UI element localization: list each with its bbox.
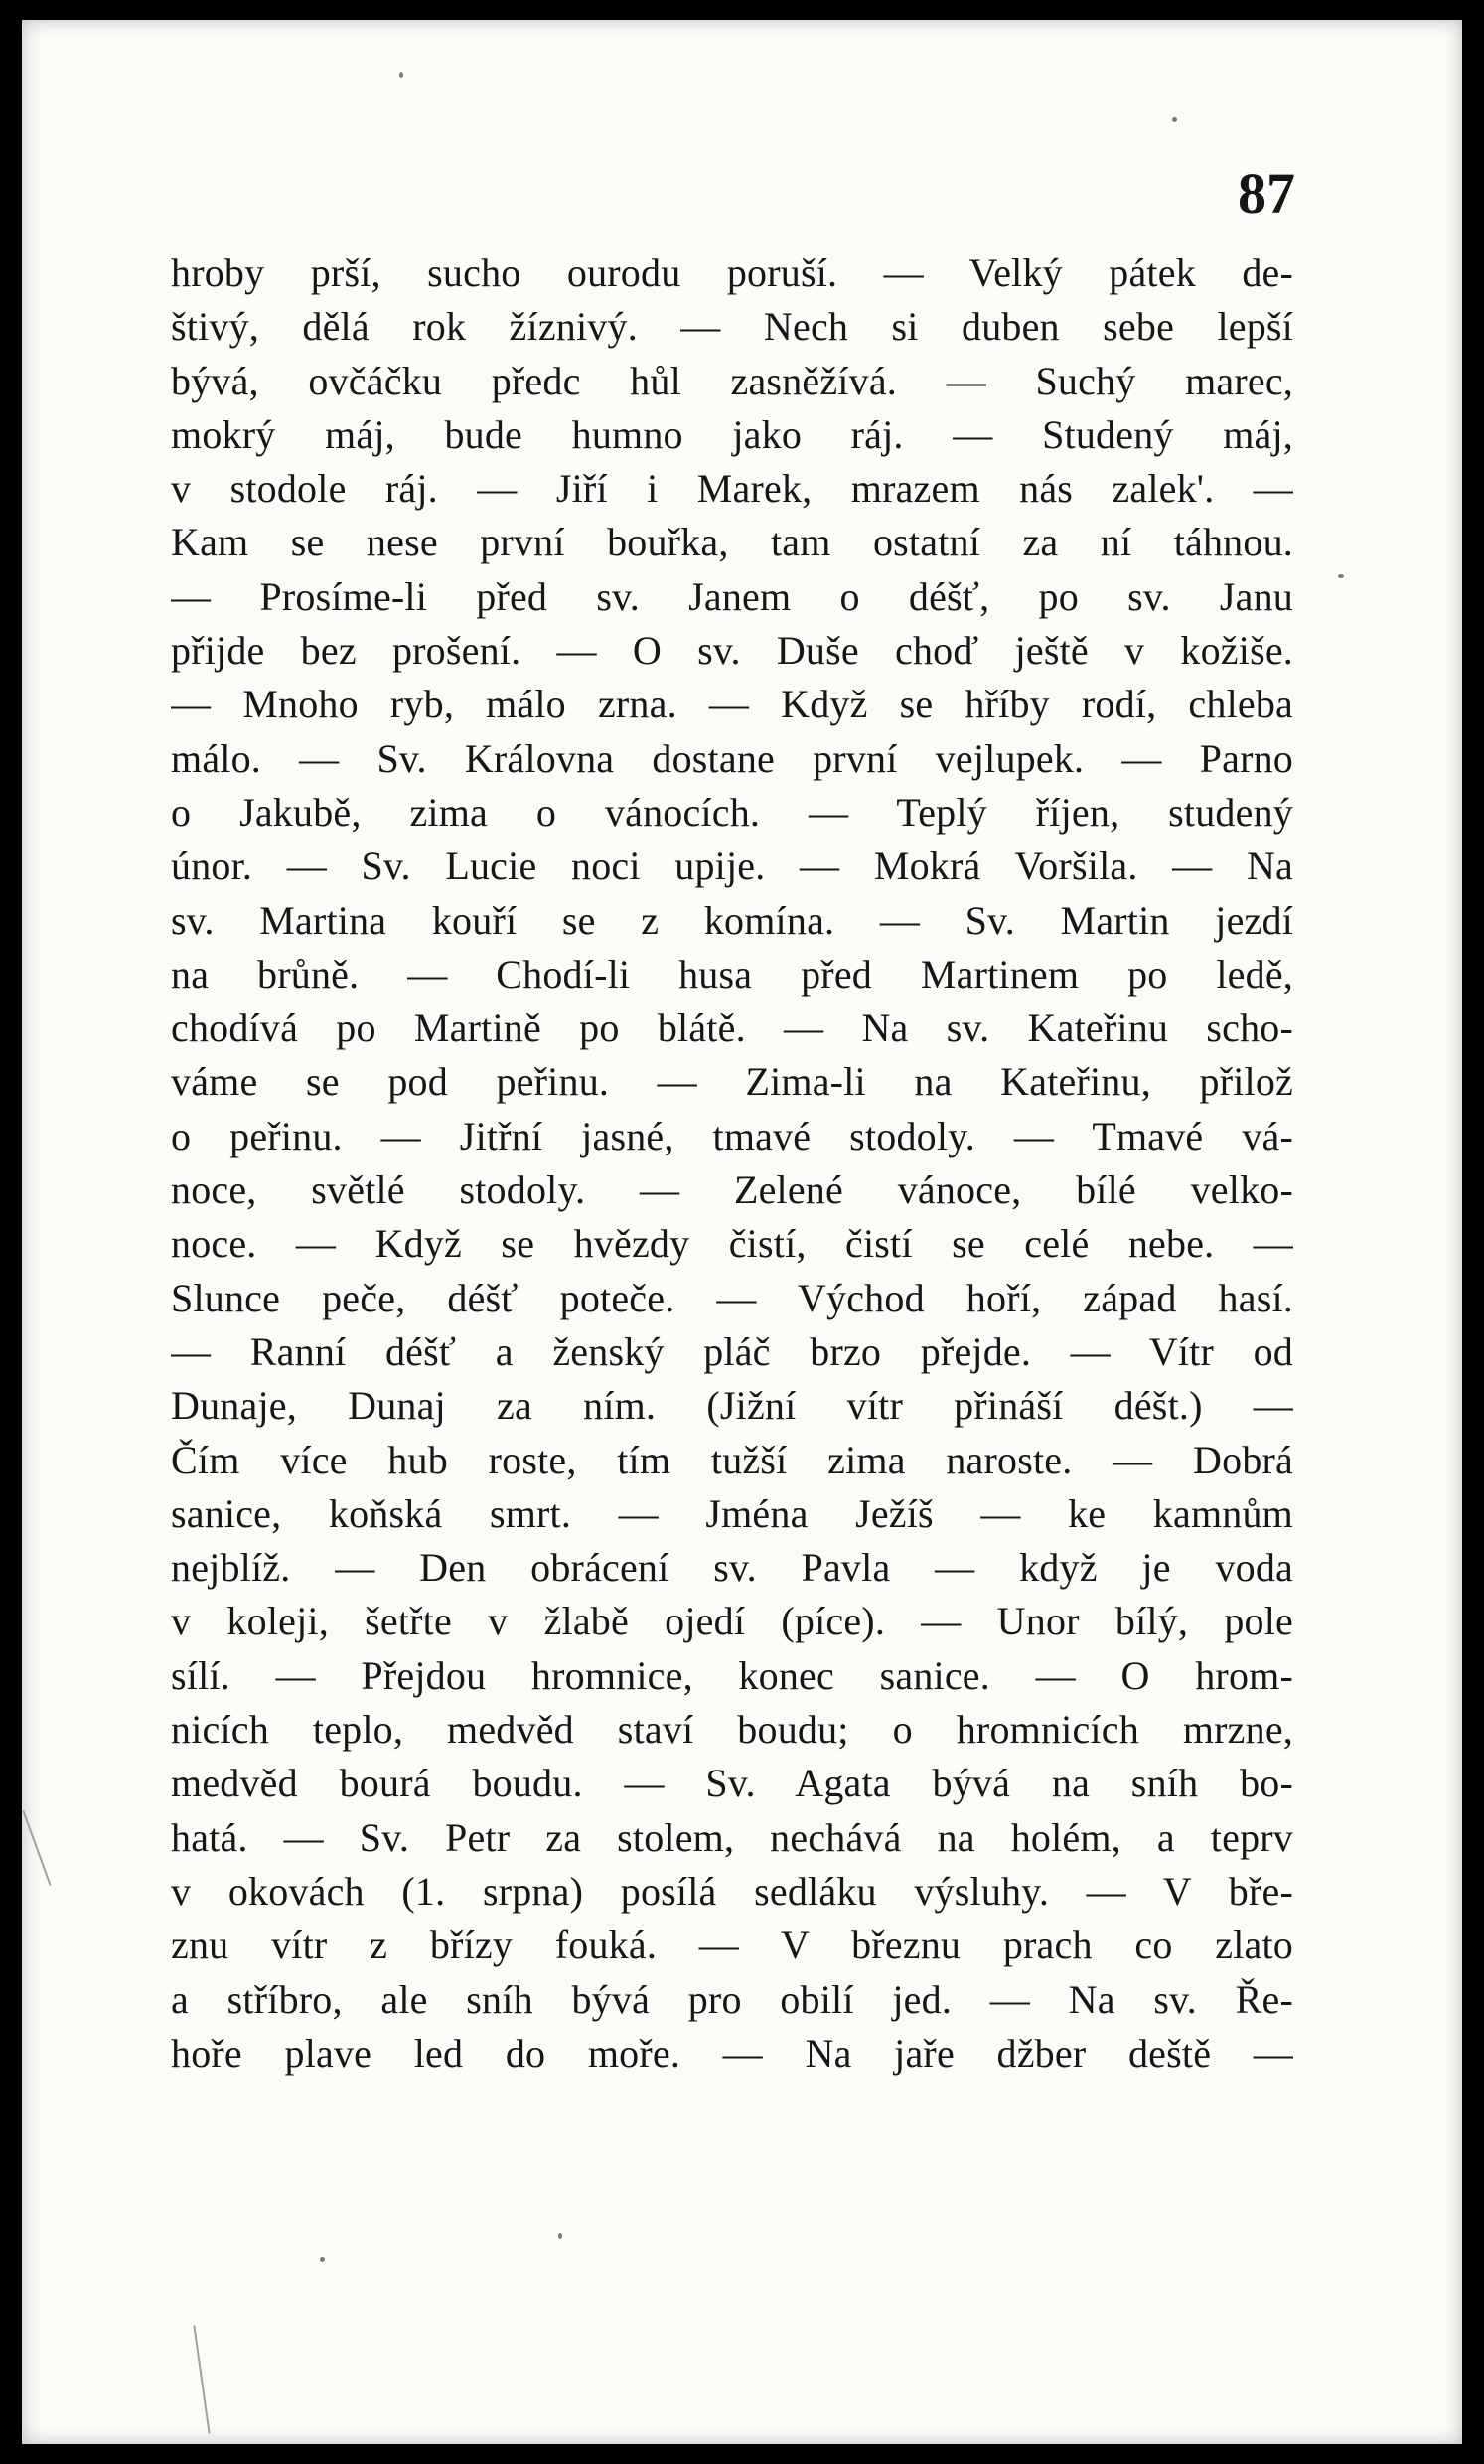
- text-line: hroby prší, sucho ourodu poruší. — Velký pátek de-: [171, 250, 1293, 295]
- text-line: Čím více hub roste, tím tužší zima naroste. — Dobrá: [171, 1437, 1293, 1482]
- page-speck: [1172, 117, 1177, 122]
- text-line: — Mnoho ryb, málo zrna. — Když se hříby rodí, chleba: [171, 682, 1293, 727]
- text-line: medvěd bourá boudu. — Sv. Agata bývá na sníh bo-: [171, 1761, 1293, 1806]
- text-line: hatá. — Sv. Petr za stolem, nechává na holém, a teprv: [171, 1814, 1293, 1860]
- text-line: mokrý máj, bude humno jako ráj. — Studený máj,: [171, 411, 1293, 457]
- text-line: o peřinu. — Jitřní jasné, tmavé stodoly. — Tmavé vá-: [171, 1113, 1293, 1158]
- text-line: chodívá po Martině po blátě. — Na sv. Kateřinu scho-: [171, 1005, 1293, 1051]
- page-speck: [558, 2233, 562, 2239]
- text-line: štivý, dělá rok žíznivý. — Nech si duben sebe lepší: [171, 304, 1293, 350]
- text-line: váme se pod peřinu. — Zima-li na Kateřinu, přilož: [171, 1059, 1293, 1105]
- text-line: o Jakubě, zima o vánocích. — Teplý říjen, studený: [171, 789, 1293, 835]
- body-text: [171, 246, 1293, 2080]
- text-line: nicích teplo, medvěd staví boudu; o hromnicích mrzne,: [171, 1707, 1293, 1753]
- text-line: — Prosíme-li před sv. Janem o déšť, po sv. Janu: [171, 573, 1293, 619]
- text-line: — Ranní déšť a ženský pláč brzo přejde. — Vítr od: [171, 1328, 1293, 1374]
- text-line: sílí. — Přejdou hromnice, konec sanice. — O hrom-: [171, 1652, 1293, 1698]
- text-line: znu vítr z břízy fouká. — V březnu prach co zlato: [171, 1923, 1293, 1968]
- text-line: Dunaje, Dunaj za ním. (Jižní vítr přináší déšt.) —: [171, 1383, 1293, 1429]
- text-line: na brůně. — Chodí-li husa před Martinem po ledě,: [171, 951, 1293, 997]
- text-line: nejblíž. — Den obrácení sv. Pavla — když je voda: [171, 1545, 1293, 1591]
- text-line: noce. — Když se hvězdy čistí, čistí se celé nebe. —: [171, 1221, 1293, 1267]
- page-scratch: [22, 1810, 51, 1886]
- text-line: noce, světlé stodoly. — Zelené vánoce, bílé velko-: [171, 1167, 1293, 1213]
- text-line: v stodole ráj. — Jiří i Marek, mrazem nás zalek'. —: [171, 466, 1293, 512]
- text-line: a stříbro, ale sníh bývá pro obilí jed. — Na sv. Ře-: [171, 1976, 1293, 2022]
- text-line: v koleji, šetřte v žlabě ojedí (píce). — Unor bílý, pole: [171, 1599, 1293, 1644]
- page-speck: [320, 2257, 325, 2262]
- text-line: hoře plave led do moře. — Na jaře džber deště —: [171, 2030, 1293, 2076]
- text-line: bývá, ovčáčku předc hůl zasněžívá. — Suchý marec,: [171, 358, 1293, 403]
- text-line: málo. — Sv. Královna dostane první vejlupek. — Parno: [171, 735, 1293, 781]
- text-line: sv. Martina kouří se z komína. — Sv. Martin jezdí: [171, 897, 1293, 943]
- page-speck: [399, 72, 403, 78]
- page-speck: [1338, 574, 1344, 578]
- text-line: v okovách (1. srpna) posílá sedláku výsluhy. — V bře-: [171, 1868, 1293, 1914]
- page-scratch: [193, 2325, 210, 2433]
- book-page: [22, 20, 1462, 2444]
- text-line: přijde bez prošení. — O sv. Duše choď ještě v kožiše.: [171, 628, 1293, 674]
- page-number: 87: [1238, 161, 1295, 226]
- text-line: sanice, koňská smrt. — Jména Ježíš — ke kamnům: [171, 1490, 1293, 1536]
- text-line: Kam se nese první bouřka, tam ostatní za ní táhnou.: [171, 520, 1293, 565]
- text-line: únor. — Sv. Lucie noci upije. — Mokrá Voršila. — Na: [171, 844, 1293, 889]
- text-line: Slunce peče, déšť poteče. — Východ hoří, západ hasí.: [171, 1275, 1293, 1320]
